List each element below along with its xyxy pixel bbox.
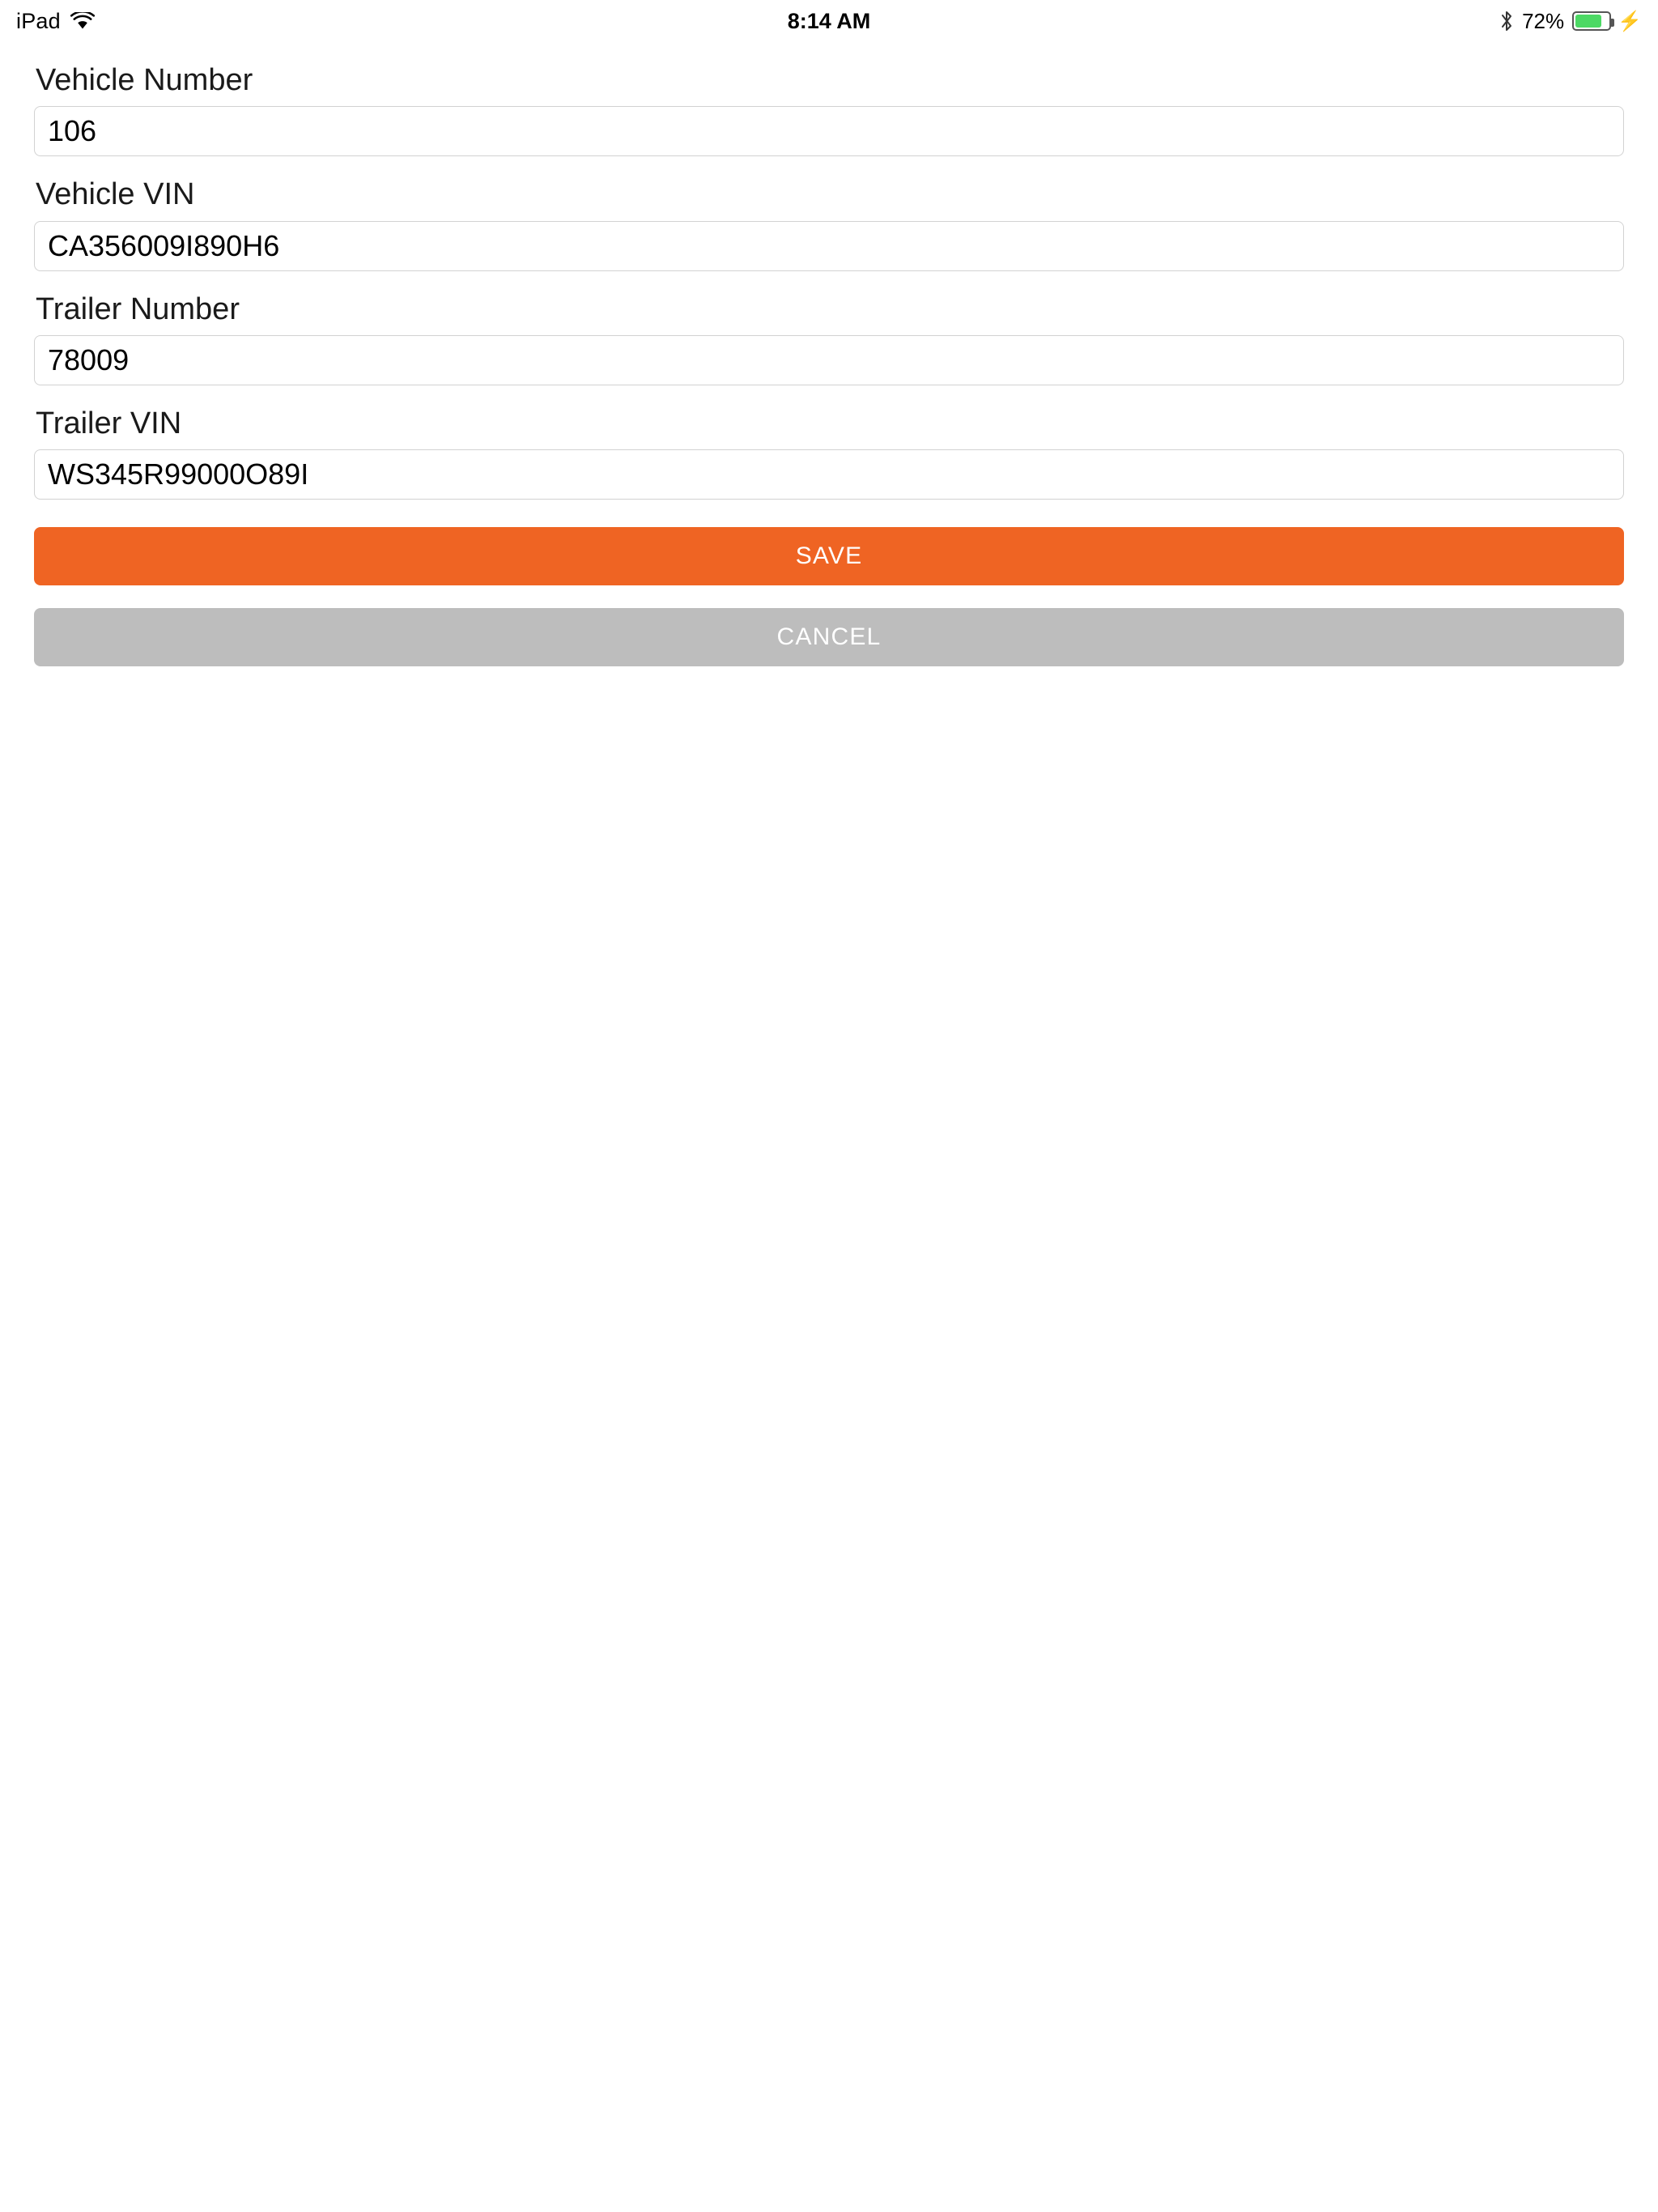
device-name: iPad xyxy=(16,8,61,33)
battery-percent-label: 72% xyxy=(1522,8,1565,33)
lightning-bolt-icon: ⚡ xyxy=(1618,10,1642,32)
vehicle-number-label: Vehicle Number xyxy=(36,63,253,97)
save-button[interactable]: SAVE xyxy=(34,527,1624,585)
vehicle-form xyxy=(0,42,1658,666)
status-bar-left xyxy=(16,9,95,34)
status-bar-clock: 8:14 AM xyxy=(787,8,871,33)
battery-icon xyxy=(1572,11,1611,31)
wifi-icon xyxy=(70,12,95,30)
status-bar-right xyxy=(1499,9,1642,34)
trailer-number-input[interactable] xyxy=(34,335,1624,385)
status-bar xyxy=(0,0,1658,42)
bluetooth-icon xyxy=(1499,10,1514,32)
trailer-vin-label: Trailer VIN xyxy=(36,406,182,440)
vehicle-vin-input[interactable] xyxy=(34,221,1624,271)
vehicle-vin-label: Vehicle VIN xyxy=(36,177,195,212)
cancel-button[interactable]: CANCEL xyxy=(34,608,1624,666)
vehicle-number-input[interactable] xyxy=(34,106,1624,156)
trailer-number-label: Trailer Number xyxy=(36,291,240,326)
trailer-vin-input[interactable] xyxy=(34,449,1624,500)
